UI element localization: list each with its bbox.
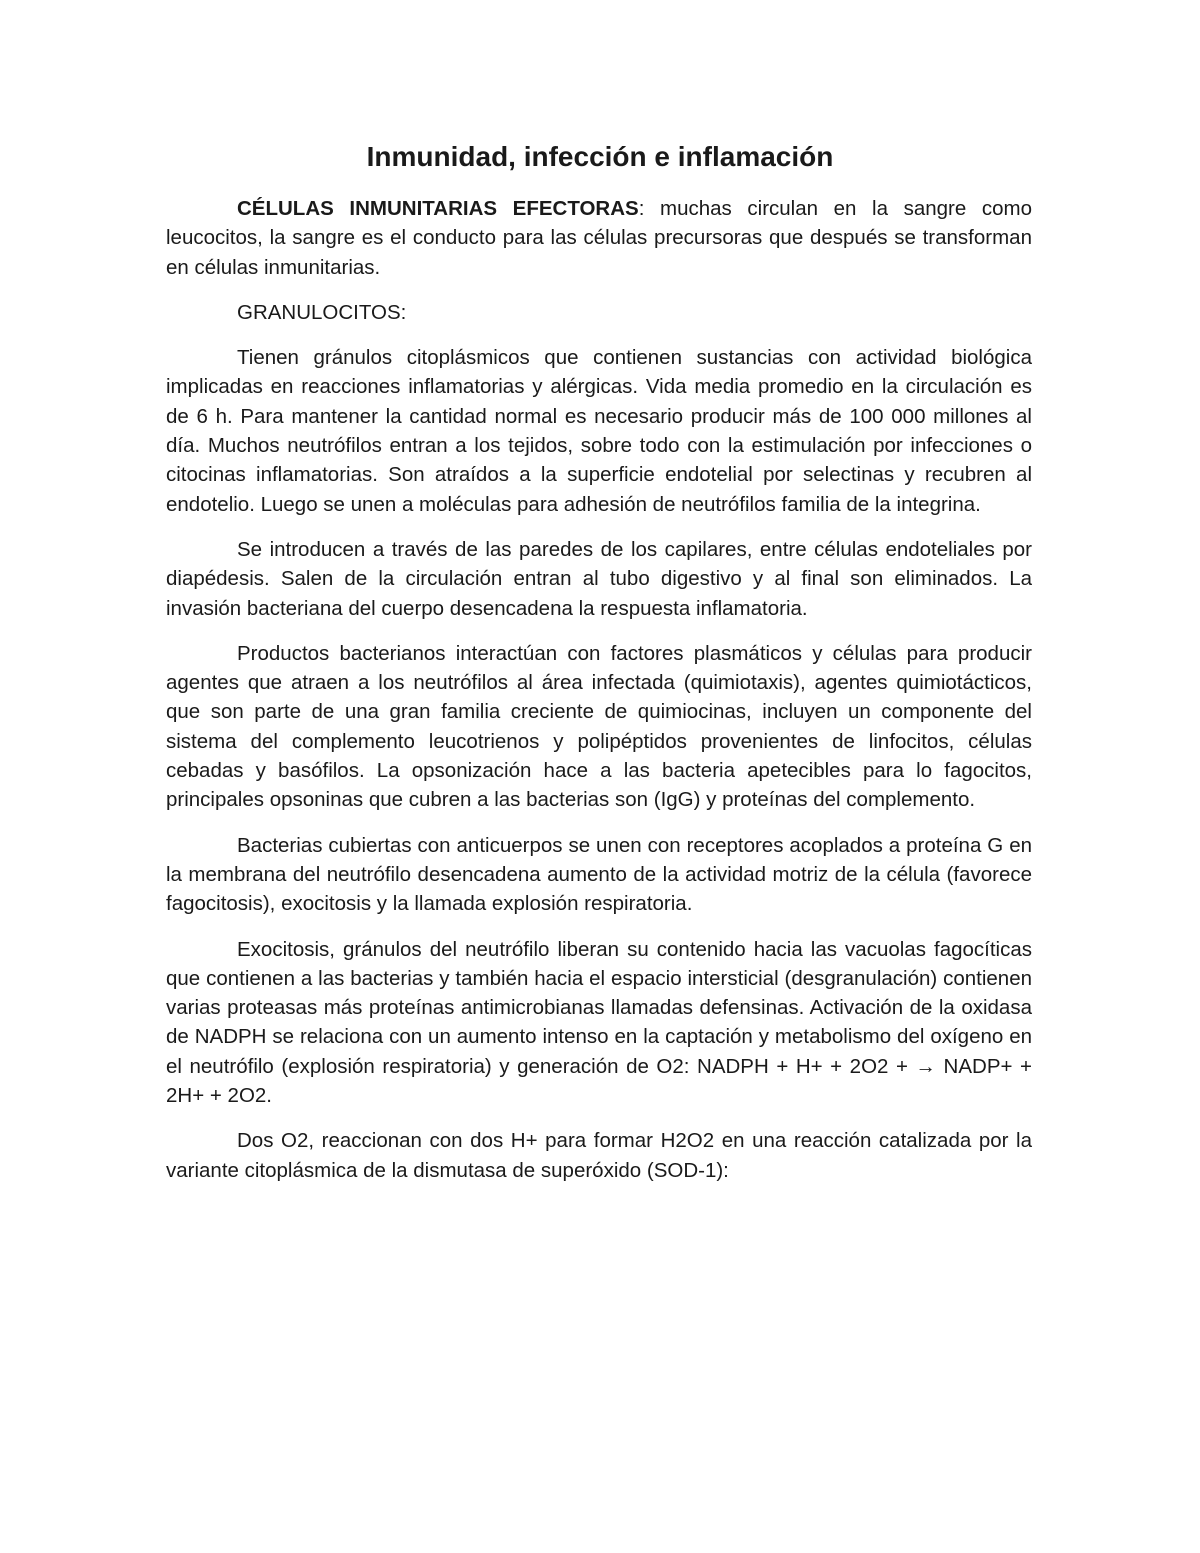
intro-lead-term: CÉLULAS INMUNITARIAS EFECTORAS bbox=[237, 197, 639, 220]
paragraph-chemotaxis: Productos bacterianos interactúan con factores plasmáticos y células para producir agentes que atraen a los neutrófilos al área infectada (quimiotaxis), agentes quimiotácticos, que son parte de una gran familia creciente de quimiocinas, incluyen un componente del sistema del complemento leucotrienos y polipéptidos provenientes de linfocitos, células cebadas y basófilos. La opsonización hace a las bacteria apetecibles para lo fagocitos, principales opsoninas que cubren a las bacterias son (IgG) y proteínas del complemento. bbox=[166, 641, 1032, 812]
document-body bbox=[166, 194, 1032, 1201]
paragraph-diapedesis: Se introducen a través de las paredes de los capilares, entre células endoteliales por diapédesis. Salen de la circulación entran al tubo digestivo y al final son eliminados. La invasión bacteriana del cuerpo desencadena la respuesta inflamatoria. bbox=[166, 537, 1032, 620]
paragraph-exocytosis: Exocitosis, gránulos del neutrófilo liberan su contenido hacia las vacuolas fagocíticas que contienen a las bacterias y también hacia el espacio intersticial (desgranulación) contienen varias proteasas más proteínas antimicrobianas llamadas defensinas. Activación de la oxidasa de NADPH se relaciona con un aumento intenso en la captación y metabolismo del oxígeno en el neutrófilo (explosión respiratoria) y generación de O2: NADPH + H+ + 2O2 + → NADP+ + 2H+ + 2O2. bbox=[166, 937, 1032, 1108]
document-title: Inmunidad, infección e inflamación bbox=[366, 141, 834, 172]
section-heading: GRANULOCITOS: bbox=[237, 300, 407, 324]
paragraph-granules: Tienen gránulos citoplásmicos que contienen sustancias con actividad biológica implicadas en reacciones inflamatorias y alérgicas. Vida media promedio en la circulación es de 6 h. Para mantener la cantidad normal es necesario producir más de 100 000 millones al día. Muchos neutrófilos entran a los tejidos, sobre todo con la estimulación por infecciones o citocinas inflamatorias. Son atraídos a la superficie endotelial por selectinas y recubren al endotelio. Luego se unen a moléculas para adhesión de neutrófilos familia de la integrina. bbox=[166, 346, 1032, 516]
intro-text: : muchas circulan en la sangre como leucocitos, la sangre es el conducto para las células precursoras que después se transforman en células inmunitarias. bbox=[166, 197, 1032, 279]
paragraph-respiratory-burst: Bacterias cubiertas con anticuerpos se unen con receptores acoplados a proteína G en la membrana del neutrófilo desencadena aumento de la actividad motriz de la célula (favorece fagocitosis), exocitosis y la llamada explosión respiratoria. bbox=[166, 833, 1032, 916]
paragraph-sod: Dos O2, reaccionan con dos H+ para formar H2O2 en una reacción catalizada por la variante citoplásmica de la dismutasa de superóxido (SOD-1): bbox=[166, 1129, 1032, 1182]
intro-paragraph bbox=[166, 194, 1032, 282]
